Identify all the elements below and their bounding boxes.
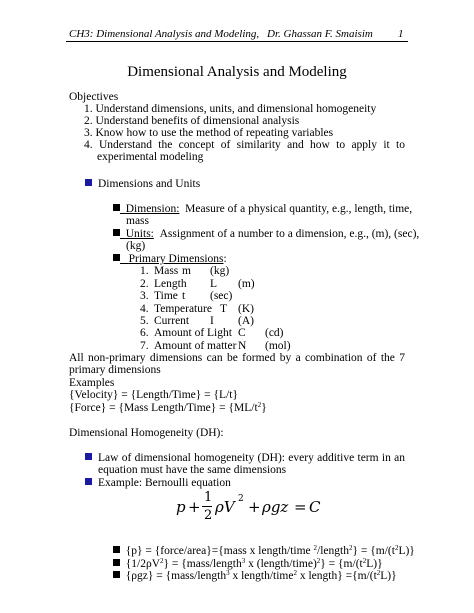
dimension-unit: (A)	[238, 315, 254, 327]
dimension-symbol: C	[238, 327, 246, 339]
term-dimension-p: {p} = {force/area}={mass x length/time $^2$/length$^2$} = $\{m/(t^2L)\}$	[113, 546, 415, 558]
dh-heading: Dimensional Homogeneity (DH):	[69, 427, 224, 439]
header-author: Dr. Ghassan F. Smaisim	[267, 28, 373, 40]
dimension-unit: (mol)	[265, 340, 291, 352]
dh-law-text: Law of dimensional homogeneity (DH): every additive term in an	[98, 452, 405, 464]
dimensions-units-heading: Dimensions and Units	[85, 179, 200, 191]
nonprimary-text: All non-primary dimensions can be formed by a combination of the 7	[69, 352, 405, 364]
square-bullet-icon	[113, 546, 120, 553]
square-bullet-icon	[113, 204, 120, 211]
square-bullet-icon	[113, 571, 120, 578]
header-chapter: CH3: Dimensional Analysis and Modeling,	[69, 28, 260, 40]
dh-law	[85, 453, 98, 465]
dimension-unit: (m)	[238, 278, 255, 290]
dimension-definition: Dimension: Measure of a physical quantity, e.g., length, time,	[113, 204, 412, 216]
term-dimension-potential: {ρgz} = {mass/length$^3$ x length/time$^2$ x length} $=\{m/(t^2L)\}$	[113, 571, 397, 583]
units-definition-cont: (kg)	[126, 240, 146, 252]
page-title: Dimensional Analysis and Modeling	[127, 64, 347, 80]
dimension-unit: (K)	[238, 303, 254, 315]
list-number: 3.	[140, 290, 149, 302]
units-definition: Units: Assignment of a number to a dimension, e.g., (m), (sec),	[113, 229, 419, 241]
objective-item: 1. Understand dimensions, units, and dimensional homogeneity	[84, 103, 377, 115]
dimension-unit: (kg)	[210, 265, 230, 277]
dimension-unit: (sec)	[210, 290, 233, 302]
term-dimension-kinetic: $\{1/2\rho V^2\}$ = {mass/length$^3$ x (length/time)$^2$} = $\{m/(t^2L)\}$	[113, 559, 383, 571]
square-bullet-icon	[113, 559, 120, 566]
dimension-unit: (cd)	[265, 327, 284, 339]
dimension-symbol: t	[182, 290, 186, 302]
eq-operator: +	[248, 498, 261, 516]
dimension-symbol: N	[238, 340, 247, 352]
square-bullet-icon	[85, 453, 92, 460]
list-number: 5.	[140, 315, 149, 327]
force-example: {Force} = {Mass Length/Time} = $\{ML/t^2\}$	[69, 401, 267, 414]
dimension-definition-cont: mass	[126, 215, 149, 227]
objectives-heading: Objectives	[69, 91, 119, 103]
header-page-number: 1	[398, 28, 404, 40]
objective-item: 2. Understand benefits of dimensional analysis	[84, 115, 300, 127]
header-rule	[66, 41, 408, 42]
eq-operator: +	[188, 498, 201, 516]
list-number: 2.	[140, 278, 149, 290]
list-number: 1.	[140, 265, 149, 277]
dimension-symbol: L	[210, 278, 218, 290]
dimension-name: Amount of matter	[154, 340, 237, 352]
primary-dimensions-heading: Primary Dimensions:	[113, 254, 227, 266]
dimension-name: Length	[154, 278, 187, 290]
eq-term: C	[309, 498, 321, 516]
nonprimary-text-cont: primary dimensions	[69, 364, 161, 376]
velocity-example: {Velocity} = {Length/Time} = {L/t}	[69, 389, 238, 401]
dimension-name: Amount of Light	[154, 327, 232, 339]
objective-item: 3. Know how to use the method of repeating variables	[84, 127, 334, 139]
eq-superscript: 2	[238, 494, 244, 504]
dimension-name: Temperature	[154, 303, 212, 315]
eq-operator: =	[294, 498, 307, 516]
eq-term: p	[176, 498, 186, 516]
eq-term: ρV	[215, 498, 235, 516]
dh-example: Example: Bernoulli equation	[85, 478, 231, 490]
dh-law-text-cont: equation must have the same dimensions	[98, 464, 287, 476]
dimension-symbol: T	[220, 303, 228, 315]
eq-fraction-bar	[202, 506, 212, 507]
objective-item: 4. Understand the concept of similarity and how to apply it to	[84, 139, 405, 151]
list-number: 6.	[140, 327, 149, 339]
dimension-symbol: I	[210, 315, 214, 327]
list-number: 4.	[140, 303, 149, 315]
eq-fraction-numerator: 1	[204, 490, 213, 505]
examples-heading: Examples	[69, 377, 115, 389]
square-bullet-icon	[85, 478, 92, 485]
dimension-symbol: m	[182, 265, 191, 277]
dimension-name: Mass	[154, 265, 179, 277]
square-bullet-icon	[113, 229, 120, 236]
square-bullet-icon	[85, 179, 92, 186]
objective-item-continued: experimental modeling	[97, 151, 204, 163]
dimension-name: Time	[154, 290, 178, 302]
square-bullet-icon	[113, 254, 120, 261]
eq-term: ρgz	[262, 498, 289, 516]
dimension-name: Current	[154, 315, 190, 327]
eq-fraction-denominator: 2	[204, 508, 213, 523]
list-number: 7.	[140, 340, 149, 352]
